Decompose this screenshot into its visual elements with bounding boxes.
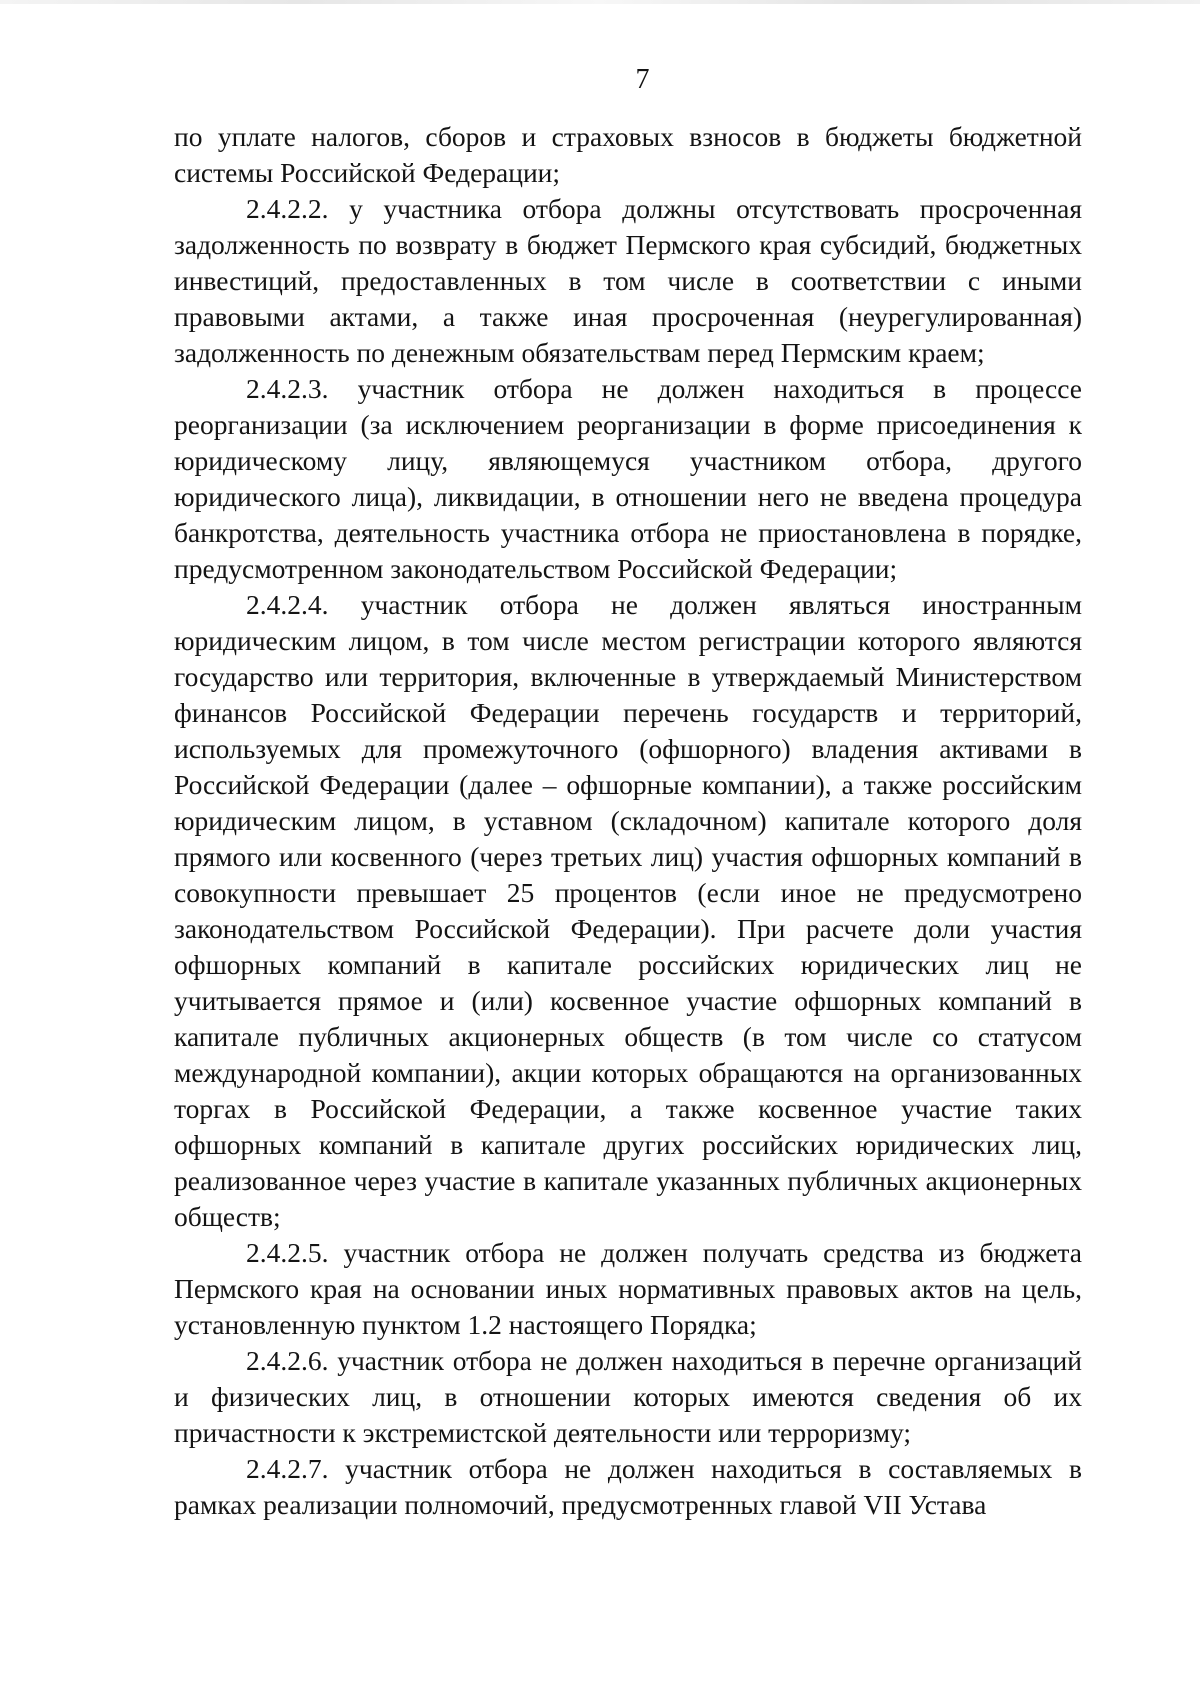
- paragraph-2-4-2-5: 2.4.2.5. участник отбора не должен получать средства из бюджета Пермского края на основании иных нормативных правовых актов на цель, установленную пунктом 1.2 настоящего Порядка;: [174, 1237, 1082, 1340]
- paragraph-2-4-2-3: 2.4.2.3. участник отбора не должен находиться в процессе реорганизации (за исключением реорганизации в форме присоединения к юридическому лицу, являющемуся участником отбора, другого юридического лица), ликвидации, в отношении него не введена процедура банкротства, деятельность участника отбора не приостановлена в порядке, предусмотренном законодательством Российской Федерации;: [174, 373, 1082, 584]
- paragraph-2-4-2-6: 2.4.2.6. участник отбора не должен находиться в перечне организаций и физических лиц, в отношении которых имеются сведения об их причастности к экстремистской деятельности или терроризму;: [174, 1345, 1082, 1448]
- paragraph-2-4-2-2: 2.4.2.2. у участника отбора должны отсутствовать просроченная задолженность по возврату в бюджет Пермского края субсидий, бюджетных инвестиций, предоставленных в том числе в соответствии с иными правовыми актами, а также иная просроченная (неурегулированная) задолженность по денежным обязательствам перед Пермским краем;: [174, 193, 1082, 368]
- paragraph-2-4-2-7: 2.4.2.7. участник отбора не должен находиться в составляемых в рамках реализации полномочий, предусмотренных главой VII Устава: [174, 1453, 1082, 1520]
- page-number: 7: [635, 64, 650, 95]
- paragraph-2-4-2-4: 2.4.2.4. участник отбора не должен являться иностранным юридическим лицом, в том числе местом регистрации которого являются государство или территория, включенные в утверждаемый Министерством финансов Российской Федерации перечень государств и территорий, используемых для промежуточного (офшорного) владения активами в Российской Федерации (далее – офшорные компании), а также российским юридическим лицом, в уставном (складочном) капитале которого доля прямого или косвенного (через третьих лиц) участия офшорных компаний в совокупности превышает 25 процентов (если иное не предусмотрено законодательством Российской Федерации). При расчете доли участия офшорных компаний в капитале российских юридических лиц не учитывается прямое и (или) косвенное участие офшорных компаний в капитале публичных акционерных обществ (в том числе со статусом международной компании), акции которых обращаются на организованных торгах в Российской Федерации, а также косвенное участие таких офшорных компаний в капитале других российских юридических лиц, реализованное через участие в капитале указанных публичных акционерных обществ;: [174, 589, 1082, 1232]
- paragraph-continuation: по уплате налогов, сборов и страховых взносов в бюджеты бюджетной системы Российской Федерации;: [174, 121, 1082, 188]
- document-body: [174, 119, 1082, 1523]
- scan-top-edge: [0, 0, 1200, 4]
